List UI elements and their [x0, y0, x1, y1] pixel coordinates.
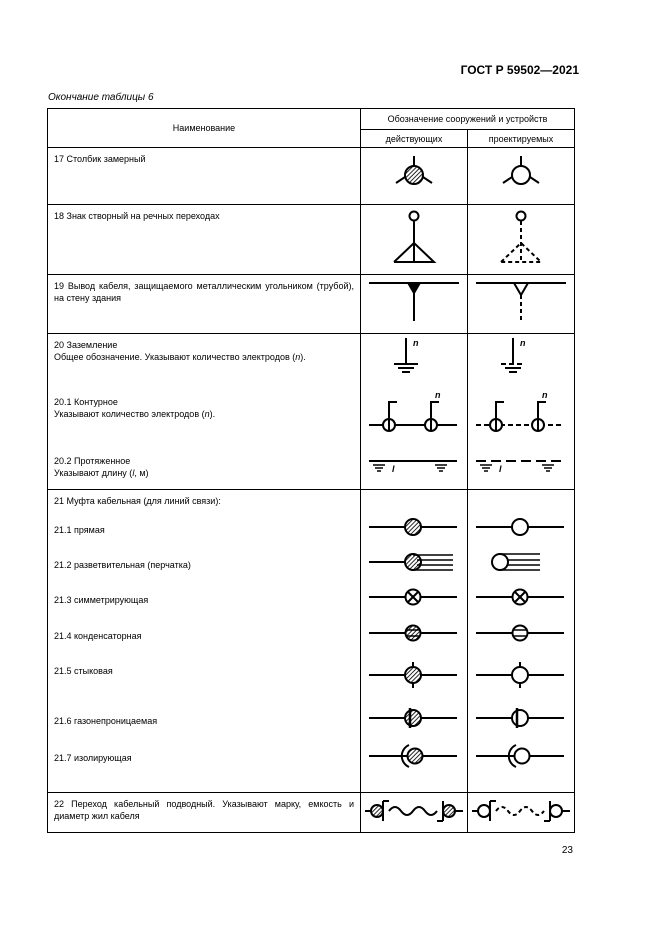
- col-header-planned: проектируемых: [468, 130, 575, 148]
- label-n: n: [542, 390, 548, 400]
- row-21-7-name: 21.7 изолирующая: [54, 753, 132, 763]
- table-row: [48, 205, 575, 275]
- label-n: n: [435, 390, 441, 400]
- cable-outlet-symbol: [369, 275, 459, 327]
- row-21-2-name: 21.2 разветвительная (перчатка): [54, 560, 191, 570]
- table-row: [48, 275, 575, 334]
- row-21-3-name: 21.3 симметрирующая: [54, 595, 149, 605]
- col-header-group: Обозначение сооружений и устройств: [361, 109, 575, 130]
- label-n: n: [413, 338, 419, 348]
- grounding-symbols: [361, 334, 467, 484]
- grounding-planned-symbols: [468, 334, 574, 484]
- cable-outlet-planned-symbol: [476, 275, 566, 327]
- label-l: l: [499, 464, 502, 474]
- cable-coupling-planned-symbols: [468, 490, 574, 790]
- col-header-name: Наименование: [48, 109, 361, 148]
- cable-coupling-symbols: [361, 490, 467, 790]
- label-l: l: [392, 464, 395, 474]
- underwater-crossing-symbol: [361, 793, 467, 829]
- row-20-2-name: 20.2 Протяженное Указывают длину (l, м): [54, 456, 149, 478]
- range-sign-symbol: [384, 205, 444, 271]
- row-20-title: 20 Заземление: [54, 340, 118, 350]
- row-17-name: 17 Столбик замерный: [54, 154, 146, 164]
- col-header-existing: действующих: [361, 130, 468, 148]
- row-19-name: 19 Вывод кабеля, защищаемого металлическим угольником (трубой), на стену здания: [54, 281, 354, 303]
- underwater-crossing-planned-symbol: [468, 793, 574, 829]
- row-22-name: 22 Переход кабельный подводный. Указывают марку, емкость и диаметр жил кабеля: [54, 799, 354, 821]
- row-21-4-name: 21.4 конденсаторная: [54, 631, 142, 641]
- measuring-post-symbol: [384, 148, 444, 198]
- range-sign-planned-symbol: [491, 205, 551, 271]
- row-20-name: [48, 334, 360, 363]
- table-row: [48, 334, 575, 490]
- table-row: [48, 490, 575, 793]
- row-18-name: 18 Знак створный на речных переходах: [54, 211, 220, 221]
- row-21-6-name: 21.6 газонепроницаемая: [54, 716, 158, 726]
- table-caption: Окончание таблицы 6: [48, 92, 154, 103]
- measuring-post-planned-symbol: [491, 148, 551, 198]
- row-20-1-name: 20.1 Контурное Указывают количество электродов (n).: [54, 397, 216, 419]
- page-number: 23: [561, 845, 573, 856]
- row-20-desc: Общее обозначение. Указывают количество электродов (n).: [54, 352, 306, 362]
- symbols-table: [47, 108, 575, 833]
- row-21-1-name: 21.1 прямая: [54, 525, 105, 535]
- document-id: ГОСТ Р 59502—2021: [460, 63, 579, 77]
- row-21-name: 21 Муфта кабельная (для линий связи):: [54, 496, 221, 506]
- table-row: [48, 793, 575, 833]
- label-n: n: [520, 338, 526, 348]
- row-21-5-name: 21.5 стыковая: [54, 666, 113, 676]
- table-row: [48, 148, 575, 205]
